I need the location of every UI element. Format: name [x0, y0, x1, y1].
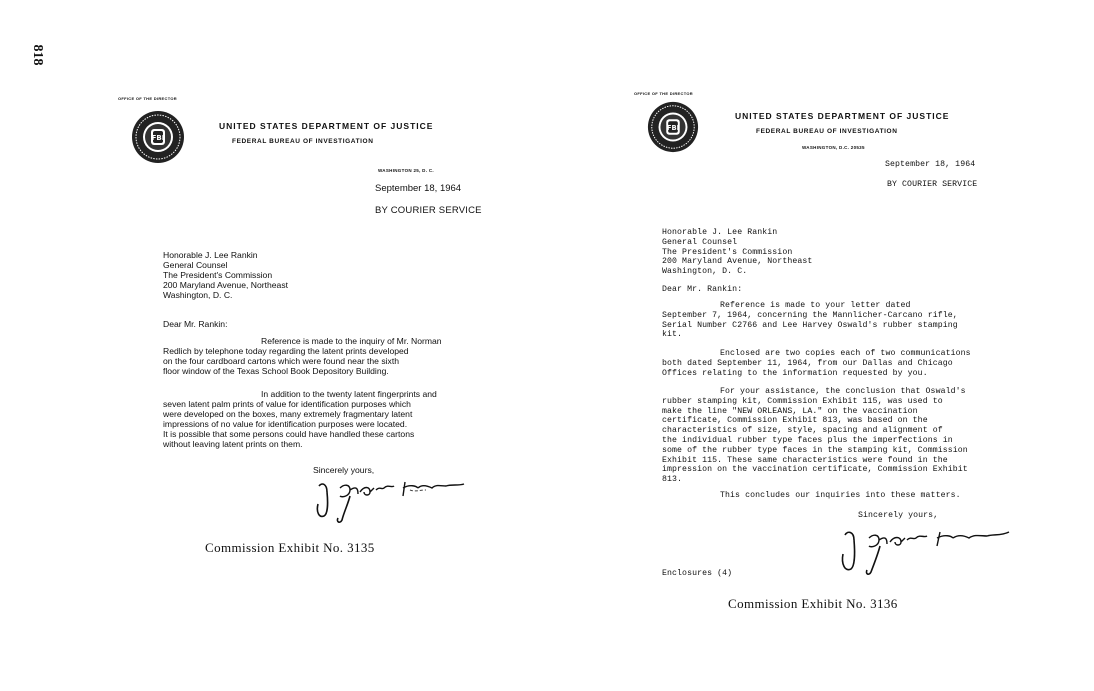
paragraph-line: rubber stamping kit, Commission Exhibit 115, was used to [662, 396, 943, 406]
paragraph-line: Offices relating to the information requested by you. [662, 368, 928, 378]
paragraph-line: without leaving latent prints on them. [163, 439, 303, 450]
paragraph-line: It is possible that some persons could have handled these cartons [163, 429, 415, 440]
paragraph-line: the individual rubber type faces plus the imperfections in [662, 435, 953, 445]
exhibit-label: Commission Exhibit No. 3136 [728, 596, 898, 611]
address-line: 200 Maryland Avenue, Northeast [163, 280, 289, 291]
paragraph-1 [163, 336, 442, 376]
delivery-method: BY COURIER SERVICE [887, 180, 978, 189]
paragraph-line: Reference is made to the inquiry of Mr. Norman [261, 336, 442, 346]
paragraph-line: certificate, Commission Exhibit 813, was based on the [662, 416, 928, 426]
paragraph-line: some of the rubber type faces in the stamping kit, Commission [662, 445, 968, 455]
department-name: UNITED STATES DEPARTMENT OF JUSTICE [735, 111, 950, 121]
paragraph-line: For your assistance, the conclusion that Oswald's [720, 387, 966, 396]
paragraph-2 [662, 349, 971, 378]
office-label: OFFICE OF THE DIRECTOR [634, 91, 693, 96]
paragraph-3 [662, 387, 968, 485]
paragraph-line: Reference is made to your letter dated [720, 301, 911, 310]
city-line: WASHINGTON, D.C. 20535 [802, 145, 865, 150]
paragraph-line: both dated September 11, 1964, from our Dallas and Chicago [662, 358, 953, 368]
paragraph-line: impression on the vaccination certificate, Commission Exhibit [662, 465, 968, 475]
address-line: Honorable J. Lee Rankin [163, 250, 258, 260]
fbi-seal-icon [130, 109, 186, 165]
office-label: OFFICE OF THE DIRECTOR [118, 96, 177, 101]
paragraph-line: Exhibit 115. These same characteristics were found in the [662, 455, 948, 465]
paragraph-line: Enclosed are two copies each of two communications [720, 349, 971, 358]
address-line: Washington, D. C. [662, 267, 748, 277]
address-line: The President's Commission [662, 247, 793, 257]
svg-text:FBI: FBI [151, 134, 165, 142]
handwritten-signature [310, 474, 470, 529]
paragraph-4: This concludes our inquiries into these matters. [720, 491, 961, 500]
paragraph-line: seven latent palm prints of value for identification purposes which [163, 399, 411, 410]
paragraph-line: impressions of no value for identification purposes were located. [163, 419, 408, 430]
fbi-seal-icon [646, 100, 700, 154]
paragraph-line: kit. [662, 330, 683, 340]
address-line: Honorable J. Lee Rankin [662, 228, 778, 237]
salutation: Dear Mr. Rankin: [163, 319, 228, 329]
page-number: 818 [30, 44, 45, 66]
paragraph-line: on the four cardboard cartons which were found near the sixth [163, 356, 399, 367]
address-line: Washington, D. C. [163, 290, 233, 301]
bureau-name: FEDERAL BUREAU OF INVESTIGATION [232, 138, 374, 145]
letter-left [0, 0, 540, 691]
address-line: The President's Commission [163, 270, 273, 281]
bureau-name: FEDERAL BUREAU OF INVESTIGATION [756, 128, 898, 135]
closing: Sincerely yours, [313, 465, 375, 475]
recipient-address [662, 228, 812, 277]
closing: Sincerely yours, [858, 511, 939, 520]
exhibit-label: Commission Exhibit No. 3135 [205, 540, 375, 555]
paragraph-line: 813. [662, 475, 683, 485]
svg-text:FBI: FBI [666, 123, 680, 132]
address-line: General Counsel [662, 237, 738, 247]
letter-right [540, 0, 1094, 691]
paragraph-line: floor window of the Texas School Book Depository Building. [163, 366, 389, 377]
city-line: WASHINGTON 25, D. C. [378, 168, 434, 173]
address-line: General Counsel [163, 260, 228, 271]
paragraph-line: were developed on the boxes, many extremely fragmentary latent [163, 409, 413, 420]
letter-date: September 18, 1964 [375, 183, 462, 194]
salutation: Dear Mr. Rankin: [662, 285, 743, 294]
paragraph-line: In addition to the twenty latent fingerprints and [261, 389, 437, 399]
paragraph-line: make the line "NEW ORLEANS, LA." on the vaccination [662, 406, 918, 416]
department-name: UNITED STATES DEPARTMENT OF JUSTICE [219, 121, 434, 131]
paragraph-line: September 7, 1964, concerning the Mannlicher-Carcano rifle, [662, 310, 958, 320]
handwritten-signature [835, 522, 1015, 583]
letter-date: September 18, 1964 [885, 160, 976, 169]
paragraph-line: Redlich by telephone today regarding the latent prints developed [163, 346, 409, 357]
paragraph-2 [163, 389, 437, 450]
enclosures: Enclosures (4) [662, 569, 733, 578]
address-line: 200 Maryland Avenue, Northeast [662, 257, 813, 267]
delivery-method: BY COURIER SERVICE [375, 205, 482, 216]
paragraph-line: Serial Number C2766 and Lee Harvey Oswald's rubber stamping [662, 320, 958, 330]
paragraph-1 [662, 301, 958, 340]
recipient-address [163, 250, 288, 300]
paragraph-line: characteristics of size, style, spacing and alignment of [662, 426, 943, 436]
